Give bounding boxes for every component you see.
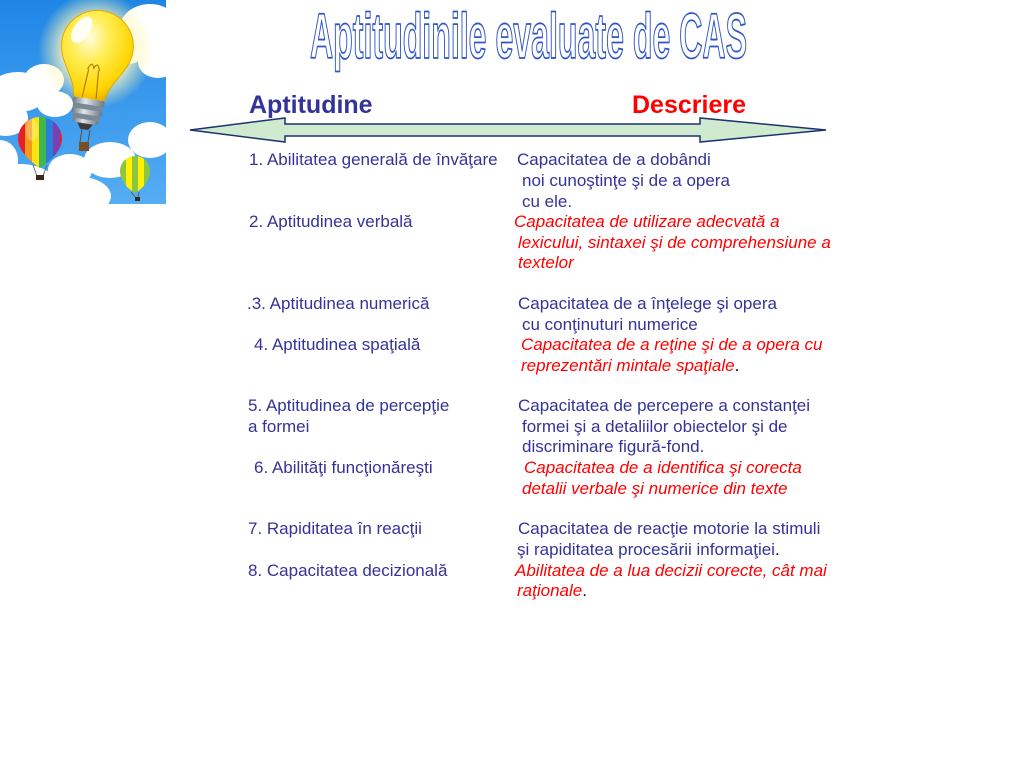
description-7-line-2-text: şi rapiditatea procesării informaţiei (517, 540, 775, 559)
aptitude-1-label: 1. Abilitatea generală de învăţare (249, 150, 498, 169)
aptitude-5-label: 5. Aptitudinea de percepţie (248, 396, 450, 415)
description-4-line-1: Capacitatea de a reţine şi de a opera cu (521, 335, 823, 354)
description-5-line-3: discriminare figură-fond. (522, 437, 705, 456)
description-2-line-2: lexicului, sintaxei şi de comprehensiune a (518, 233, 831, 252)
description-7-line-2 (517, 540, 780, 560)
aptitude-7-label: 7. Rapiditatea în reacţii (248, 519, 422, 538)
description-4-end-period: . (734, 356, 740, 375)
description-8-end-period: . (582, 581, 587, 600)
left-right-arrow-icon (186, 114, 830, 146)
description-1-line-3: cu ele. (522, 192, 573, 211)
description-8-line-2 (517, 581, 587, 601)
description-7-line-1: Capacitatea de reacţie motorie la stimuli (518, 519, 821, 538)
description-1-line-2: noi cunoştinţe şi de a opera (522, 171, 730, 190)
description-1-line-1: Capacitatea de a dobândi (517, 150, 711, 169)
description-8-line-1: Abilitatea de a lua decizii corecte, cât mai (515, 561, 827, 580)
aptitude-5-label-line-2: a formei (248, 417, 310, 436)
aptitude-2-label: 2. Aptitudinea verbală (249, 212, 413, 231)
slide-title-text: Aptitudinile evaluate de CAS (310, 0, 747, 72)
description-2-line-1: Capacitatea de utilizare adecvată a (514, 212, 780, 231)
description-2-line-3: textelor (518, 253, 574, 272)
description-7-end-period: . (774, 540, 780, 559)
column-header-description: Descriere (632, 91, 746, 119)
description-6-line-2: detalii verbale şi numerice din texte (522, 479, 788, 498)
description-8-line-2-text: raţionale (517, 581, 583, 600)
description-3-line-1: Capacitatea de a înţelege şi opera (518, 294, 777, 313)
description-6-line-1: Capacitatea de a identifica şi corecta (524, 458, 802, 477)
column-header-aptitude: Aptitudine (249, 91, 373, 119)
description-5-line-2: formei şi a detaliilor obiectelor şi de (522, 417, 788, 436)
slide-title (300, 0, 760, 76)
aptitude-4-label: 4. Aptitudinea spaţială (254, 335, 421, 354)
aptitude-6-label: 6. Abilităţi funcţionăreşti (254, 458, 433, 477)
description-5-line-1: Capacitatea de percepere a constanţei (518, 396, 811, 415)
description-4-line-2 (521, 356, 739, 376)
description-4-line-2-text: reprezentări mintale spaţiale (521, 356, 735, 375)
description-3-line-2: cu conţinuturi numerice (522, 315, 698, 334)
aptitude-3-label: .3. Aptitudinea numerică (247, 294, 430, 313)
aptitude-8-label: 8. Capacitatea decizională (248, 561, 448, 580)
lightbulb-balloons-illustration (0, 0, 166, 204)
